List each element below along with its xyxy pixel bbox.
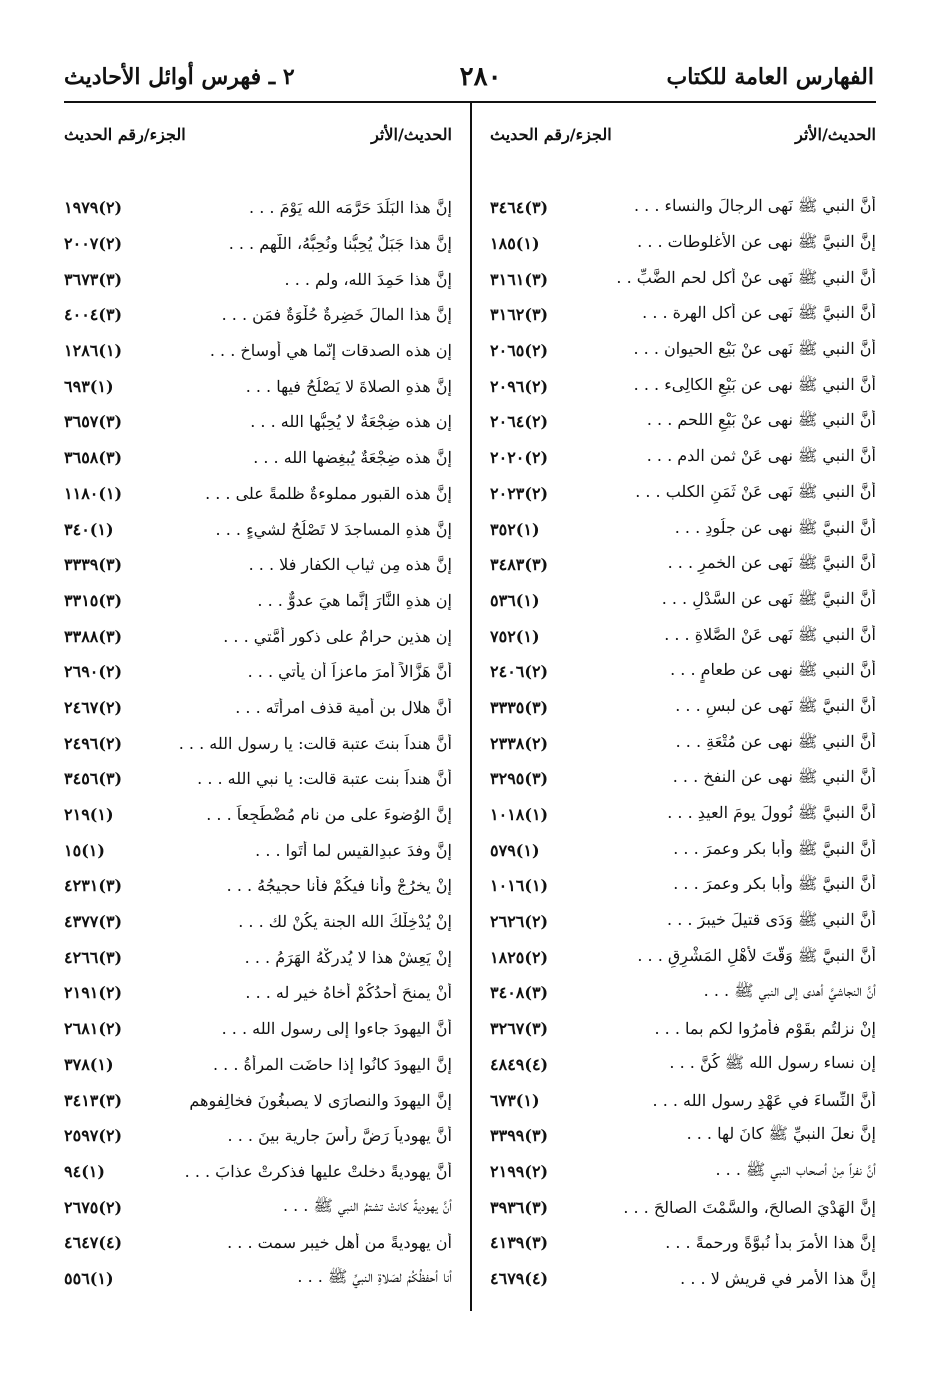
index-entry bbox=[64, 725, 452, 761]
volume-hadith-number: (٣)٣٣٣٥ bbox=[490, 697, 549, 717]
volume-hadith-number: (١)٢١٩ bbox=[64, 805, 114, 825]
volume-hadith-number: (٣)٣٢٩٥ bbox=[490, 769, 549, 789]
hadith-incipit: إن نساء رسول الله ﷺ كُنَّ . . . bbox=[669, 1052, 876, 1072]
volume-hadith-number: (٣)٣٩٣٦ bbox=[490, 1197, 549, 1217]
volume-hadith-number: (٣)٣٣٣٩ bbox=[64, 555, 123, 575]
hadith-incipit: إن هذه ضِجْعَةٌ لا يُحِبُّها الله . . . bbox=[250, 412, 452, 432]
reference-column-label: الجزء/رقم الحديث bbox=[64, 124, 186, 144]
index-entry bbox=[64, 404, 452, 440]
index-entry bbox=[64, 939, 452, 975]
volume-hadith-number: (١)٥٧٩ bbox=[490, 840, 540, 860]
hadith-incipit: إنْ يَعِشْ هذا لا يُدرِكْهُ الهَرَمُ . . . bbox=[244, 947, 452, 967]
volume-hadith-number: (٢)٢٥٩٧ bbox=[64, 1126, 123, 1146]
index-entry bbox=[490, 832, 876, 868]
hadith-incipit: إنَّ هذهِ المساجدَ لا تَصْلُحُ لشيءٍ . . . bbox=[215, 519, 452, 539]
hadith-incipit: أن يهوديةً من أهل خيبر سمت . . . bbox=[227, 1233, 452, 1253]
volume-hadith-number: (٤)٤٦٤٧ bbox=[64, 1233, 123, 1253]
left-column-header bbox=[64, 118, 452, 150]
hadith-incipit: أنَّ هلال بن أُمية قذف امرأتَه . . . bbox=[235, 697, 452, 717]
hadith-incipit: إنَّ هذا حَمِدَ الله، ولم . . . bbox=[284, 269, 452, 289]
index-entry bbox=[490, 440, 876, 476]
hadith-incipit: أنَّ النبيَّ ﷺ وأبا بكر وعمرَ . . . bbox=[673, 838, 876, 858]
volume-hadith-number: (٤)٤٨٤٩ bbox=[490, 1054, 549, 1074]
volume-hadith-number: (٢)٢٠٢٠ bbox=[490, 448, 549, 468]
hadith-incipit: أنَّ هنداً بنت عتبة قالت: يا نبي الله . . . bbox=[197, 769, 452, 789]
hadith-incipit: أنَّ النبيَّ ﷺ وَقَّتَ لأهْلِ المَشْرِقِ . . . bbox=[637, 945, 876, 965]
volume-hadith-number: (٢)٢٠٦٥ bbox=[490, 341, 549, 361]
left-index-column bbox=[64, 190, 452, 1296]
volume-hadith-number: (١)٦٧٣ bbox=[490, 1090, 540, 1110]
volume-hadith-number: (٢)٢٦٧٥ bbox=[64, 1197, 123, 1217]
index-entry bbox=[490, 583, 876, 619]
hadith-incipit: أنَّ النبيَّ ﷺ نَهى عن الخمرِ . . . bbox=[667, 553, 876, 573]
volume-hadith-number: (٢)٢٦٨١ bbox=[64, 1019, 123, 1039]
volume-hadith-number: (٣)٣٢٦٧ bbox=[490, 1019, 549, 1039]
hadith-incipit: إنَّ هذا البَلَدَ حَرَّمَه الله يَوْمَ . . . bbox=[249, 198, 452, 218]
hadith-incipit: أنَّ النبيَّ ﷺ نَهى عن لبسِ . . . bbox=[675, 695, 876, 715]
hadith-incipit: أنْ يمنحَ أحدُكُمْ أخاهُ خير له . . . bbox=[245, 983, 452, 1003]
hadith-incipit: إنَّ الوُضوءَ على من نام مُضْطَجِعاً . . . bbox=[206, 805, 452, 825]
volume-hadith-number: (٢)٢٤٠٦ bbox=[490, 662, 549, 682]
volume-hadith-number: (٤)٤٦٧٩ bbox=[490, 1268, 549, 1288]
volume-hadith-number: (٣)٣٤٠٨ bbox=[490, 983, 549, 1003]
hadith-incipit: أنَّ النبي ﷺ نهى عن بَيْعِ الكالِىء . . . bbox=[633, 374, 876, 394]
index-entry bbox=[490, 476, 876, 512]
hadith-incipit: أنَّ هَزَّالاً أمرَ ماعزاً أن يأتي . . . bbox=[247, 662, 452, 682]
volume-hadith-number: (١)٣٤٠ bbox=[64, 519, 114, 539]
index-entry bbox=[64, 618, 452, 654]
volume-hadith-number: (٣)٣١٦١ bbox=[490, 269, 549, 289]
index-entry bbox=[490, 725, 876, 761]
index-entry bbox=[64, 1011, 452, 1047]
hadith-incipit: إنَّ نعلَ النبيِّ ﷺ كانَ لها . . . bbox=[686, 1124, 876, 1144]
hadith-incipit: إنَّ اليهودَ كانُوا إذا حاضَت المرأةُ . . . bbox=[212, 1054, 452, 1074]
index-entry bbox=[64, 476, 452, 512]
index-entry bbox=[64, 440, 452, 476]
left-running-title: ٢ ـ فهرس أوائل الأحاديث bbox=[64, 64, 295, 90]
index-entry bbox=[490, 1047, 876, 1083]
volume-hadith-number: (٢)٢٤٦٧ bbox=[64, 697, 123, 717]
hadith-column-label: الحديث/الأثر bbox=[371, 124, 452, 144]
volume-hadith-number: (٣)٤١٣٩ bbox=[490, 1233, 549, 1253]
hadith-incipit: إنْ يُدْخِلْكَ الله الجنة يكُنْ لك . . . bbox=[238, 912, 452, 932]
volume-hadith-number: (١)٦٩٣ bbox=[64, 376, 114, 396]
hadith-incipit: أنَّ النبي ﷺ نهى عن النفخ . . . bbox=[672, 767, 876, 787]
volume-hadith-number: (٣)٣٦٥٧ bbox=[64, 412, 123, 432]
hadith-incipit: أنَّ النبي ﷺ وَدَى قتيلَ خيبرَ . . . bbox=[667, 910, 876, 930]
volume-hadith-number: (١)٩٤ bbox=[64, 1161, 105, 1181]
volume-hadith-number: (١)١٠١٦ bbox=[490, 876, 549, 896]
index-entry bbox=[64, 511, 452, 547]
hadith-incipit: أنَّ النبي ﷺ نهى عَنْ ثمن الدم . . . bbox=[646, 446, 876, 466]
hadith-incipit: أنَّ هنداً بنتَ عتبة قالت: يا رسول الله . . . bbox=[178, 733, 452, 753]
volume-hadith-number: (٣)٤٣٧٧ bbox=[64, 912, 123, 932]
index-entry bbox=[64, 1225, 452, 1261]
index-entry bbox=[64, 904, 452, 940]
volume-hadith-number: (٣)٣٤٦٤ bbox=[490, 198, 549, 218]
index-entry bbox=[490, 654, 876, 690]
hadith-incipit: أنَّ النبي ﷺ نَهى الرجالَ والنساء . . . bbox=[633, 196, 876, 216]
index-entry bbox=[64, 1189, 452, 1225]
hadith-incipit: أنَّ يهوديةً كانتْ تشتمُ النبي ﷺ . . . bbox=[282, 1195, 452, 1215]
hadith-incipit: أنَّ النبي ﷺ نَهى عنْ أكل لحم الضَّبِّ . . bbox=[616, 267, 876, 287]
volume-hadith-number: (٢)٢٦٩٠ bbox=[64, 662, 123, 682]
hadith-incipit: أنَّ النِّساءَ في عَهْدِ رسولِ الله . . . bbox=[652, 1090, 876, 1110]
hadith-incipit: إنْ يخرُجْ وأنا فيكُمْ فأنا حجيجُهُ . . . bbox=[226, 876, 452, 896]
hadith-incipit: إنَّ هذا الأمر في قريشٍ لا . . . bbox=[680, 1268, 876, 1288]
volume-hadith-number: (١)٣٥٢ bbox=[490, 519, 540, 539]
index-entry bbox=[64, 190, 452, 226]
hadith-incipit: أنَّ النبيَّ ﷺ نَهى عن أكل الهرة . . . bbox=[642, 303, 876, 323]
hadith-incipit: إنَّ هذا المالَ خَضِرةٌ حُلْوَةٌ فمَن . . . bbox=[221, 305, 452, 325]
volume-hadith-number: (١)١٠١٨ bbox=[490, 805, 549, 825]
volume-hadith-number: (٣)٣١٦٢ bbox=[490, 305, 549, 325]
hadith-incipit: إنَّ النبيَّ ﷺ نهى عن الأغلوطات . . . bbox=[637, 232, 876, 252]
index-entry bbox=[490, 368, 876, 404]
hadith-incipit: أنَّ النبي ﷺ نَهى عَنْ ثَمَنِ الكلب . . . bbox=[635, 481, 876, 501]
index-entry bbox=[64, 368, 452, 404]
index-entry bbox=[64, 1118, 452, 1154]
hadith-incipit: إن هذهِ النَّارَ إنَّما هيَ عدوٌّ . . . bbox=[257, 590, 452, 610]
hadith-incipit: إنَّ هذه ضِجْعَةٌ يُبغِضها الله . . . bbox=[253, 448, 452, 468]
volume-hadith-number: (٢)٢٠٢٣ bbox=[490, 483, 549, 503]
index-entry bbox=[490, 868, 876, 904]
index-entry bbox=[490, 975, 876, 1011]
volume-hadith-number: (٢)١٨٢٥ bbox=[490, 947, 549, 967]
index-entry bbox=[490, 1189, 876, 1225]
volume-hadith-number: (٣)٤٢٦٦ bbox=[64, 947, 123, 967]
volume-hadith-number: (٣)٣٤٨٣ bbox=[490, 555, 549, 575]
volume-hadith-number: (٣)٣٣١٥ bbox=[64, 590, 123, 610]
hadith-incipit: إن هذه الصدقات إنّما هي أوساخ . . . bbox=[209, 341, 452, 361]
volume-hadith-number: (٢)٢١٩٩ bbox=[490, 1161, 549, 1181]
hadith-incipit: أنَّ النبي ﷺ نهى عن مُتْعَةِ . . . bbox=[675, 731, 876, 751]
volume-hadith-number: (٣)٣٦٥٨ bbox=[64, 448, 123, 468]
volume-hadith-number: (٢)٢٠٦٤ bbox=[490, 412, 549, 432]
volume-hadith-number: (٢)٢٤٩٦ bbox=[64, 733, 123, 753]
index-entry bbox=[64, 1261, 452, 1297]
index-entry bbox=[490, 797, 876, 833]
volume-hadith-number: (٣)٣٣٩٩ bbox=[490, 1126, 549, 1146]
volume-hadith-number: (٢)٢١٩١ bbox=[64, 983, 123, 1003]
index-entry bbox=[490, 297, 876, 333]
hadith-incipit: أنَّ النبيَّ ﷺ وأبا بكر وعمرَ . . . bbox=[673, 874, 876, 894]
hadith-incipit: إنَّ هذا الأمرَ بدأ نُبوَّةً ورحمةً . . . bbox=[665, 1233, 876, 1253]
index-entry bbox=[490, 1082, 876, 1118]
volume-hadith-number: (١)٣٧٨ bbox=[64, 1054, 114, 1074]
volume-hadith-number: (٣)٤٠٠٤ bbox=[64, 305, 123, 325]
index-entry bbox=[64, 690, 452, 726]
hadith-incipit: أنا أحفظُكُمْ لصَلاةِ النبيِّ ﷺ . . . bbox=[297, 1266, 452, 1286]
index-entry bbox=[64, 1082, 452, 1118]
volume-hadith-number: (٢)٢٠٩٦ bbox=[490, 376, 549, 396]
volume-hadith-number: (١)٥٣٦ bbox=[490, 590, 540, 610]
index-entry bbox=[64, 261, 452, 297]
page-header bbox=[64, 58, 874, 96]
volume-hadith-number: (٢)١٩٧٩ bbox=[64, 198, 123, 218]
index-entry bbox=[64, 975, 452, 1011]
index-entry bbox=[490, 690, 876, 726]
hadith-incipit: أنَّ النبيَّ ﷺ نُوولَ يومَ العيدِ . . . bbox=[667, 803, 876, 823]
volume-hadith-number: (١)١١٨٠ bbox=[64, 483, 123, 503]
index-entry bbox=[490, 511, 876, 547]
volume-hadith-number: (٢)٢٣٣٨ bbox=[490, 733, 549, 753]
index-entry bbox=[490, 226, 876, 262]
index-entry bbox=[64, 583, 452, 619]
column-divider bbox=[470, 101, 472, 1311]
index-entry bbox=[64, 654, 452, 690]
index-entry bbox=[64, 832, 452, 868]
volume-hadith-number: (٣)٣٤٥٦ bbox=[64, 769, 123, 789]
right-column-header bbox=[490, 118, 876, 150]
hadith-incipit: أنَّ اليهودَ جاءوا إلى رسول الله . . . bbox=[221, 1019, 452, 1039]
hadith-incipit: أنَّ النبي ﷺ نهى عنْ بَيْعِ اللحم . . . bbox=[646, 410, 876, 430]
hadith-incipit: إنَّ هذه القبور مملوءةٌ ظلمةً على . . . bbox=[205, 483, 452, 503]
volume-hadith-number: (٢)٢٠٠٧ bbox=[64, 234, 123, 254]
index-entry bbox=[490, 190, 876, 226]
volume-hadith-number: (٢)٢٦٢٦ bbox=[490, 912, 549, 932]
volume-hadith-number: (١)٥٥٦ bbox=[64, 1268, 114, 1288]
index-entry bbox=[490, 1261, 876, 1297]
hadith-incipit: إنَّ هذهِ الصلاةَ لا يَصْلُحُ فيها . . . bbox=[245, 376, 452, 396]
hadith-column-label: الحديث/الأثر bbox=[795, 124, 876, 144]
hadith-incipit: أنَّ النجاشيَّ أهدى إلى النبي ﷺ . . . bbox=[703, 981, 876, 1001]
hadith-incipit: إنَّ هذه مِن ثيابِ الكفارِ فلا . . . bbox=[248, 555, 452, 575]
index-entry bbox=[64, 761, 452, 797]
index-entry bbox=[490, 1118, 876, 1154]
index-entry bbox=[64, 333, 452, 369]
volume-hadith-number: (٣)٣٤١٣ bbox=[64, 1090, 123, 1110]
hadith-incipit: أنَّ النبيَّ ﷺ نَهى عن السَّدْلِ . . . bbox=[661, 588, 876, 608]
index-entry bbox=[64, 547, 452, 583]
index-entry bbox=[490, 333, 876, 369]
index-entry bbox=[490, 761, 876, 797]
index-entry bbox=[490, 1011, 876, 1047]
volume-hadith-number: (١)١٥ bbox=[64, 840, 105, 860]
index-entry bbox=[490, 618, 876, 654]
hadith-incipit: أنَّ نفراً مِنْ أصحاب النبي ﷺ . . . bbox=[715, 1159, 876, 1179]
hadith-incipit: أنَّ النبي ﷺ نَهى عنْ بَيْع الحيوان . . . bbox=[633, 339, 876, 359]
hadith-incipit: إنَّ اليهودَ والنصارَى لا يصبغُونَ فخالِفوهم bbox=[189, 1090, 452, 1110]
volume-hadith-number: (١)١٢٨٦ bbox=[64, 341, 123, 361]
hadith-incipit: أنَّ النبيَّ ﷺ نهى عن جلُودِ . . . bbox=[674, 517, 876, 537]
index-entry bbox=[64, 797, 452, 833]
index-entry bbox=[490, 261, 876, 297]
index-entry bbox=[490, 1154, 876, 1190]
right-running-title: الفهارس العامة للكتاب bbox=[666, 64, 874, 90]
index-entry bbox=[490, 904, 876, 940]
hadith-incipit: إنَّ الهَدْيَ الصالحَ، والسَّمْتَ الصالحَ . . . bbox=[623, 1197, 876, 1217]
index-entry bbox=[490, 547, 876, 583]
hadith-incipit: أنَّ يهودياً رَضَّ رأسَ جارية بينَ . . . bbox=[227, 1126, 452, 1146]
hadith-incipit: أنَّ النبي ﷺ نهى عن طعامٍ . . . bbox=[670, 660, 876, 680]
index-entry bbox=[490, 1225, 876, 1261]
volume-hadith-number: (٣)٣٣٨٨ bbox=[64, 626, 123, 646]
right-index-column bbox=[490, 190, 876, 1296]
index-entry bbox=[64, 226, 452, 262]
volume-hadith-number: (٣)٤٢٣١ bbox=[64, 876, 123, 896]
hadith-incipit: إنَّ وفدَ عبدِالقيس لما أتَوا . . . bbox=[255, 840, 452, 860]
index-entry bbox=[64, 1047, 452, 1083]
hadith-incipit: إنْ نزلتُم بقَوْمٍ فأمرُوا لكم بما . . . bbox=[654, 1019, 876, 1039]
volume-hadith-number: (٣)٣٦٧٣ bbox=[64, 269, 123, 289]
index-entry bbox=[64, 1154, 452, 1190]
hadith-incipit: إنَّ هذا جَبَلٌ يُحِبُّنا ونُحِبُّهُ، اللَّهم . . . bbox=[228, 234, 452, 254]
hadith-incipit: أنَّ النبي ﷺ نَهى عَنْ الصَّلاةِ . . . bbox=[664, 624, 876, 644]
index-entry bbox=[490, 939, 876, 975]
hadith-incipit: أنَّ يهوديةً دخلتْ عليها فذكرتْ عذابَ . . . bbox=[184, 1161, 452, 1181]
page-number: ٢٨٠ bbox=[459, 62, 502, 92]
index-entry bbox=[64, 868, 452, 904]
volume-hadith-number: (١)٧٥٢ bbox=[490, 626, 540, 646]
reference-column-label: الجزء/رقم الحديث bbox=[490, 124, 612, 144]
index-entry bbox=[64, 297, 452, 333]
hadith-incipit: إن هذين حرامٌ على ذكورِ أُمَّتي . . . bbox=[223, 626, 452, 646]
volume-hadith-number: (١)١٨٥ bbox=[490, 234, 540, 254]
index-entry bbox=[490, 404, 876, 440]
